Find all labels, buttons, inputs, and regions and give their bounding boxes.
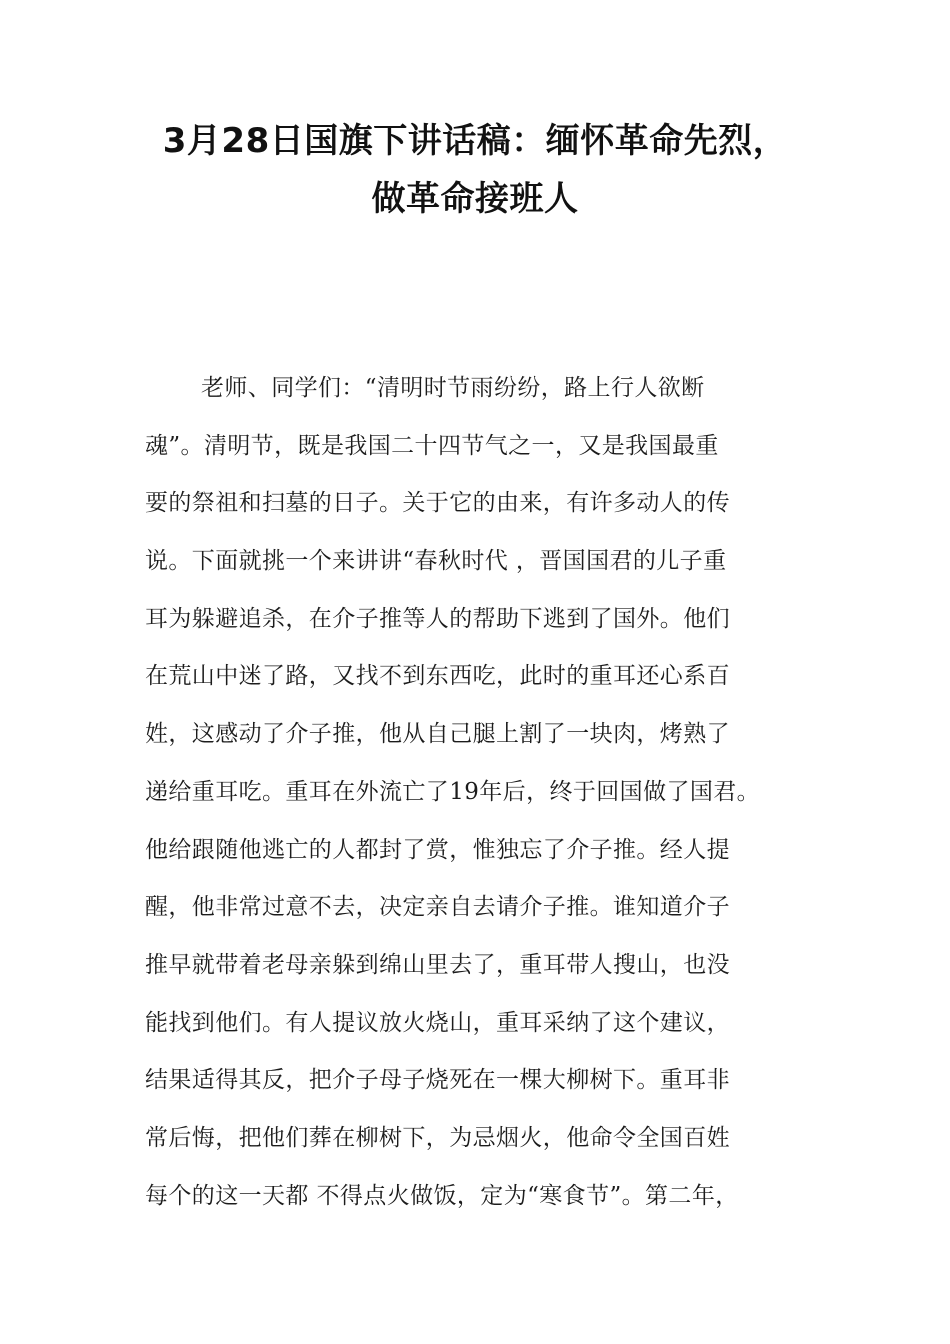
body-line: 推早就带着老母亲躲到绵山里去了，重耳带人搜山，也没	[145, 951, 730, 978]
body-line: 姓，这感动了介子推，他从自己腿上割了一块肉，烤熟了	[145, 721, 730, 748]
body-line: 每个的这一天都 不得点火做饭，定为“寒食节”。第二年，	[145, 1182, 739, 1209]
body-line: 常后悔，把他们葬在柳树下，为忌烟火，他命令全国百姓	[145, 1124, 730, 1151]
body-line: 他给跟随他逃亡的人都封了赏，惟独忘了介子推。经人提	[145, 836, 730, 863]
body-line: 醒，他非常过意不去，决定亲自去请介子推。谁知道介子	[145, 894, 730, 921]
title-line-2: 做革命接班人	[371, 179, 579, 219]
body-line: 结果适得其反，把介子母子烧死在一棵大柳树下。重耳非	[145, 1067, 730, 1094]
body-line: 要的祭祖和扫墓的日子。关于它的由来，有许多动人的传	[145, 490, 730, 517]
body-line: 递给重耳吃。重耳在外流亡了19年后，终于回国做了国君。	[145, 778, 761, 805]
body-line: 魂”。清明节，既是我国二十四节气之一，又是我国最重	[145, 432, 719, 459]
body-line: 能找到他们。有人提议放火烧山，重耳采纳了这个建议，	[145, 1009, 730, 1036]
body-line: 在荒山中迷了路，又找不到东西吃，此时的重耳还心系百	[145, 663, 730, 690]
document-body	[145, 362, 835, 1227]
body-line: 老师、同学们：“清明时节雨纷纷，路上行人欲断	[201, 375, 705, 401]
title-line-1: 3月28日国旗下讲话稿：缅怀革命先烈，	[162, 121, 788, 161]
document-title	[100, 112, 850, 228]
body-line: 说。下面就挑一个来讲讲“春秋时代 ，晋国国君的儿子重	[145, 548, 727, 575]
body-line: 耳为躲避追杀，在介子推等人的帮助下逃到了国外。他们	[145, 605, 730, 632]
